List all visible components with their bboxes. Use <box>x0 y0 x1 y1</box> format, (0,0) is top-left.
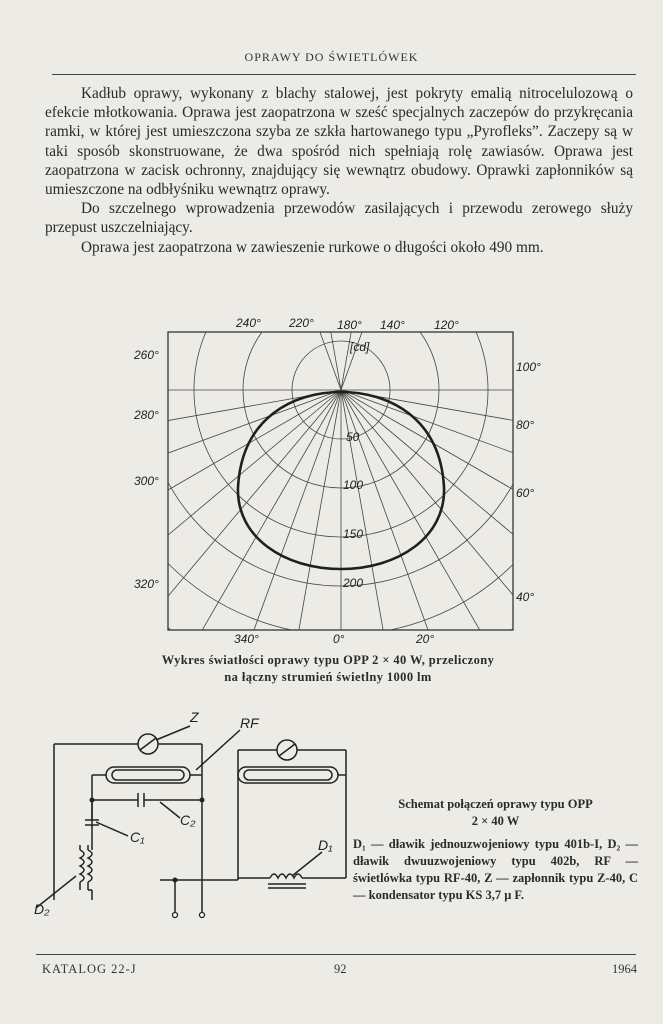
schematic-caption-line1: Schemat połączeń oprawy typu OPP <box>398 797 593 811</box>
footer-year: 1964 <box>612 962 637 976</box>
footer-catalog: KATALOG 22-J <box>42 962 137 976</box>
paragraph-2: Do szczelnego wprowadzenia przewodów zasilających i przewodu zerowego służy przepust uszczelniający. <box>45 200 633 237</box>
unit-label: [cd] <box>350 340 370 354</box>
angle-label-220: 220° <box>289 316 314 330</box>
label-c1: C₁ <box>130 829 145 845</box>
polar-intensity-diagram <box>128 312 541 646</box>
angle-label-280: 280° <box>134 408 159 422</box>
angle-label-260: 260° <box>134 348 159 362</box>
angle-label-140: 140° <box>380 318 405 332</box>
diagram-caption-line2: na łączny strumień świetlny 1000 lm <box>224 670 432 684</box>
body-text <box>45 84 633 257</box>
angle-label-240: 240° <box>236 316 261 330</box>
label-z: Z <box>190 709 199 725</box>
angle-label-80: 80° <box>516 418 535 432</box>
radial-label-200: 200 <box>343 576 364 590</box>
label-d2: D₂ <box>34 901 50 917</box>
angle-label-120: 120° <box>434 318 459 332</box>
label-d1: D₁ <box>318 837 333 853</box>
schematic-legend: D₁ — dławik jednouzwojeniowy typu 401b-I, D₂ — dławik dwuuzwojeniowy typu 402b, RF — świetlówka typu RF-40, Z — zapłonnik typu Z-40, C — kondensator typu KS 3,7 μ F. <box>353 837 638 902</box>
radial-label-50: 50 <box>346 430 360 444</box>
schematic-caption-line2: 2 × 40 W <box>471 814 520 828</box>
radial-label-150: 150 <box>343 527 364 541</box>
angle-label-60: 60° <box>516 486 535 500</box>
wiring-schematic <box>30 700 350 925</box>
schematic-caption <box>353 796 638 904</box>
paragraph-3: Oprawa jest zaopatrzona w zawieszenie rurkowe o długości około 490 mm. <box>81 238 544 256</box>
paragraph-1: Kadłub oprawy, wykonany z blachy stalowej, jest pokryty emalią nitrocelulozową o efekcie młotkowania. Oprawa jest zaopatrzona w sześć specjalnych zaczepów do przykręcania ramki, w której jest umieszczona szyba ze szkła hartowanego typu „Pyrofleks”. Zaczepy są w taki sposób skonstruowane, że dwa spośród nich spełniają rolę zawiasów. Oprawa jest zaopatrzona w zacisk ochronny, znajdujący się wewnątrz obudowy. Oprawki zapłonników są umieszczone na odbłyśniku wewnątrz oprawy. <box>45 85 633 199</box>
running-header: OPRAWY DO ŚWIETLÓWEK <box>244 50 419 64</box>
angle-label-320: 320° <box>134 577 159 591</box>
diagram-frame <box>168 332 513 630</box>
angle-label-300: 300° <box>134 474 159 488</box>
label-c2: C₂ <box>180 812 196 828</box>
diagram-caption-line1: Wykres światłości oprawy typu OPP 2 × 40 W, przeliczony <box>161 653 495 667</box>
footer-rule <box>36 954 636 955</box>
angle-label-340: 340° <box>234 632 259 646</box>
angle-label-180: 180° <box>337 318 362 332</box>
header-rule <box>52 74 636 75</box>
diagram-caption <box>128 652 528 686</box>
page-number: 92 <box>334 962 347 976</box>
angle-label-40: 40° <box>516 590 535 604</box>
label-rf: RF <box>240 715 259 731</box>
radial-label-100: 100 <box>343 478 364 492</box>
angle-label-100: 100° <box>516 360 541 374</box>
angle-label-0: 0° <box>333 632 345 646</box>
angle-label-20: 20° <box>416 632 435 646</box>
